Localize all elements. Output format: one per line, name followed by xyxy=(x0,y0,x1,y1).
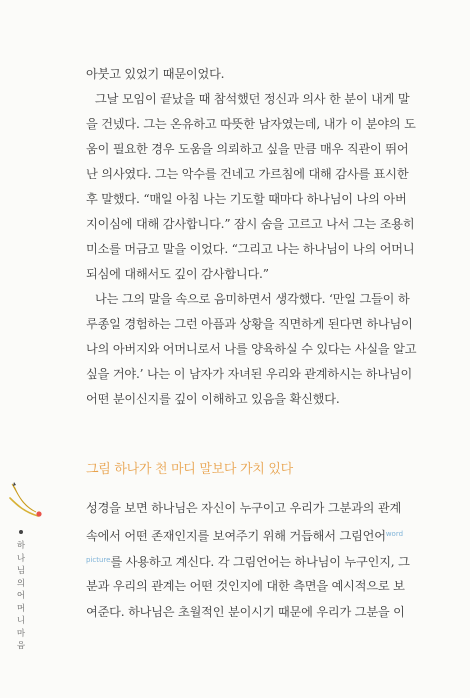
text-line xyxy=(86,521,404,547)
text-line: 어떤 분이신지를 깊이 이해하고 있음을 확신했다. xyxy=(86,392,340,406)
english-annotation: picture xyxy=(86,556,111,564)
text-line: 난 의사였다. 그는 악수를 건네고 가르침에 대해 감사를 표시한 xyxy=(86,167,409,181)
running-title-vertical: 하나님의 어머니 마음 xyxy=(16,541,26,651)
text-line: 루종일 경험하는 그런 아픔과 상황을 직면하게 된다면 하나님이 xyxy=(86,317,413,331)
body-text-top xyxy=(86,62,417,412)
text-line: 나의 아버지와 어머니로서 나를 양육하실 수 있다는 사실을 알고 xyxy=(86,342,417,356)
text-line: 그날 모임이 끝났을 때 참석했던 정신과 의사 한 분이 내게 말 xyxy=(95,92,410,106)
text-line-content: 를 사용하고 계신다. 각 그림언어는 하나님이 누구인지, 그 xyxy=(110,555,410,569)
text-line: 싶을 거야.’ 나는 이 남자가 자녀된 우리와 관계하시는 하나님이 xyxy=(86,367,413,381)
text-line: 성경을 보면 하나님은 자신이 누구이고 우리가 그분과의 관계 xyxy=(86,501,402,515)
body-text-bottom xyxy=(86,495,410,625)
text-line: 움이 필요한 경우 도움을 의뢰하고 싶을 만큼 매우 직관이 뛰어 xyxy=(86,142,409,156)
section-heading: 그림 하나가 천 마디 말보다 가치 있다 xyxy=(86,462,293,477)
text-line: 분과 우리의 관계는 어떤 것인지에 대한 측면을 예시적으로 보 xyxy=(86,579,405,593)
text-line: 미소를 머금고 말을 이었다. “그리고 나는 하나님이 나의 어머니 xyxy=(86,242,415,256)
english-annotation: word xyxy=(385,530,404,538)
text-line: 을 건넸다. 그는 온유하고 따뜻한 남자였는데, 내가 이 분야의 도 xyxy=(86,117,416,131)
text-line: 나는 그의 말을 속으로 음미하면서 생각했다. ‘만일 그들이 하 xyxy=(95,292,410,306)
decorative-figure-icon xyxy=(6,478,46,530)
text-line: 여준다. 하나님은 초월적인 분이시기 때문에 우리가 그분을 이 xyxy=(86,605,405,619)
text-line-content: 속에서 어떤 존재인지를 보여주기 위해 거듭해서 그림언어 xyxy=(86,529,386,543)
text-line: 되심에 대해서도 깊이 감사합니다.” xyxy=(86,267,269,281)
bullet-dot xyxy=(19,530,23,534)
text-line xyxy=(86,547,410,573)
text-line: 아붓고 있었기 때문이었다. xyxy=(86,67,225,81)
text-line: 후 말했다. “매일 아침 나는 기도할 때마다 하나님이 나의 아버 xyxy=(86,192,407,206)
text-line: 지이심에 대해 감사합니다.” 잠시 숨을 고르고 나서 그는 조용히 xyxy=(86,217,415,231)
